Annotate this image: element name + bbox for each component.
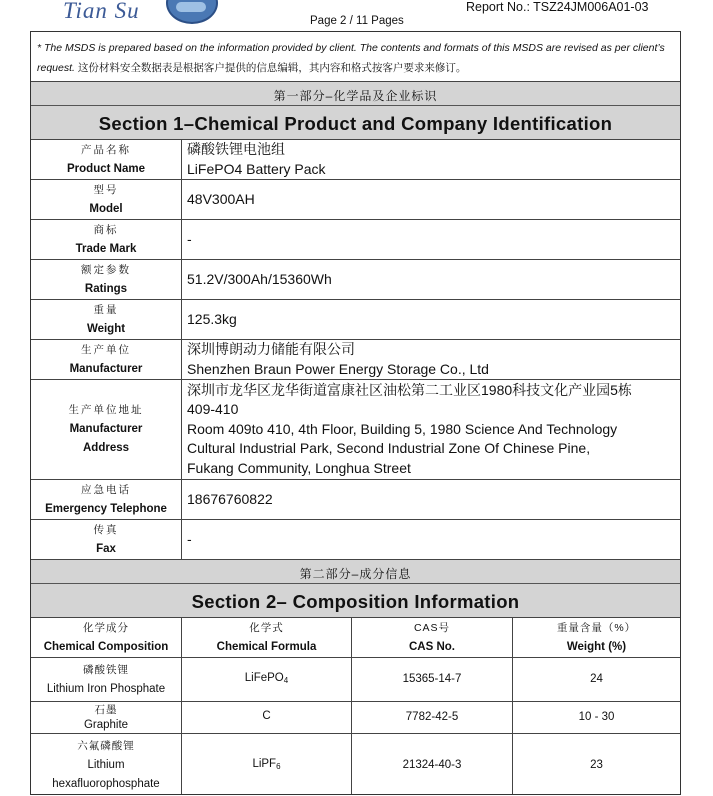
value-line: Fukang Community, Longhua Street [187,459,411,476]
cas-number: 21324-40-3 [402,758,462,771]
value-line: Room 409to 410, 4th Floor, Building 5, 1980 Science And Technology [187,420,618,437]
header-cn: 重量含量（%） [556,621,637,634]
row-manufacturer [31,340,680,380]
section2-header [31,560,680,618]
label-en-2: Address [82,442,130,454]
section2-title-cn: 第二部分–成分信息 [299,567,412,581]
weight-percent: 10 - 30 [578,711,615,723]
company-seal-icon [166,0,218,24]
component-name-en-2: hexafluorophosphate [52,777,160,790]
label-en: Trade Mark [75,242,137,255]
label-en: Weight [86,322,126,335]
value-line: 深圳博朗动力储能有限公司 [187,341,355,357]
company-logo-text: Tian Su [63,0,140,23]
weight-percent: 23 [590,758,603,771]
value-line: Cultural Industrial Park, Second Industrial Zone Of Chinese Pine, [187,440,591,457]
component-name-en: Graphite [83,718,129,731]
row-ratings [31,260,680,300]
label-en: Manufacturer [69,362,143,375]
label-cn: 产品名称 [81,143,131,156]
msds-document [30,31,681,795]
label-cn: 额定参数 [81,263,131,276]
row-manufacturer-address [31,380,680,480]
value-line: 48V300AH [187,190,255,207]
chemical-formula: LiPF$_6$ [252,757,281,771]
value-line: 409-410 [187,401,239,418]
label-cn: 重量 [93,303,119,316]
value-line: 磷酸铁锂电池组 [187,141,285,157]
page-number: Page 2 / 11 Pages [310,15,404,27]
row-trade-mark [31,220,680,260]
section1-header [31,82,680,140]
row-weight [31,300,680,340]
label-en: Manufacturer [69,423,143,435]
row-product-name [31,140,680,180]
value-line: 18676760822 [187,490,273,507]
label-cn: 应急电话 [81,483,131,496]
cas-number: 15365-14-7 [402,673,462,685]
header-en: Weight (%) [566,640,627,653]
section2-title-en: Section 2– Composition Information [31,583,680,617]
chemical-formula: C [262,710,271,722]
value-line: 深圳市龙华区龙华街道富康社区油松第二工业区1980科技文化产业园5栋 [187,381,632,398]
row-fax [31,520,680,560]
value-line: - [187,530,192,547]
chemical-formula: LiFePO$_4$ [244,672,289,685]
label-en: Model [89,202,123,215]
row-model [31,180,680,220]
notice [31,32,680,82]
notice-cn: 这份材料安全数据表是根据客户提供的信息编辑，其内容和格式按客户要求来修订。 [77,62,467,74]
component-name-cn: 石墨 [94,703,118,716]
value-line: - [187,230,192,247]
value-line: Shenzhen Braun Power Energy Storage Co., Ltd [187,360,489,377]
weight-percent: 24 [590,673,603,685]
section1-title-cn: 第一部分–化学品及企业标识 [273,89,438,103]
component-name-cn: 磷酸铁锂 [83,663,129,676]
table-row [31,702,680,734]
header-cn: 化学式 [249,621,284,634]
label-en: Product Name [67,162,145,175]
label-en: Fax [96,542,116,555]
value-line: 51.2V/300Ah/15360Wh [187,270,332,287]
report-number: Report No.: TSZ24JM006A01-03 [466,0,649,14]
row-emergency-telephone [31,480,680,520]
header-cn: CAS号 [413,621,451,634]
value-line: 125.3kg [187,310,237,327]
value-line: LiFePO4 Battery Pack [187,160,326,177]
header-cn: 化学成分 [83,621,129,634]
label-cn: 商标 [93,223,119,236]
label-en: Emergency Telephone [45,502,167,515]
header-en: Chemical Composition [43,640,169,653]
cas-number: 7782-42-5 [405,711,459,723]
component-name-cn: 六氟磷酸锂 [77,739,135,752]
label-cn: 传真 [93,523,119,536]
label-cn: 生产单位 [81,343,131,356]
notice-en: * The MSDS is prepared based on the information provided by client. The contents and formats of this MSDS are revised as per client’s request. [37,42,665,74]
component-name-en: Lithium [87,758,125,771]
section1-title-en: Section 1–Chemical Product and Company Identification [31,105,680,139]
header-en: CAS No. [409,640,455,653]
composition-header-row [31,618,680,658]
label-cn: 型号 [93,183,119,196]
label-en: Ratings [84,282,128,295]
component-name-en: Lithium Iron Phosphate [46,682,166,695]
label-cn: 生产单位地址 [68,404,144,416]
header-en: Chemical Formula [216,640,317,653]
table-row [31,658,680,702]
table-row [31,734,680,795]
